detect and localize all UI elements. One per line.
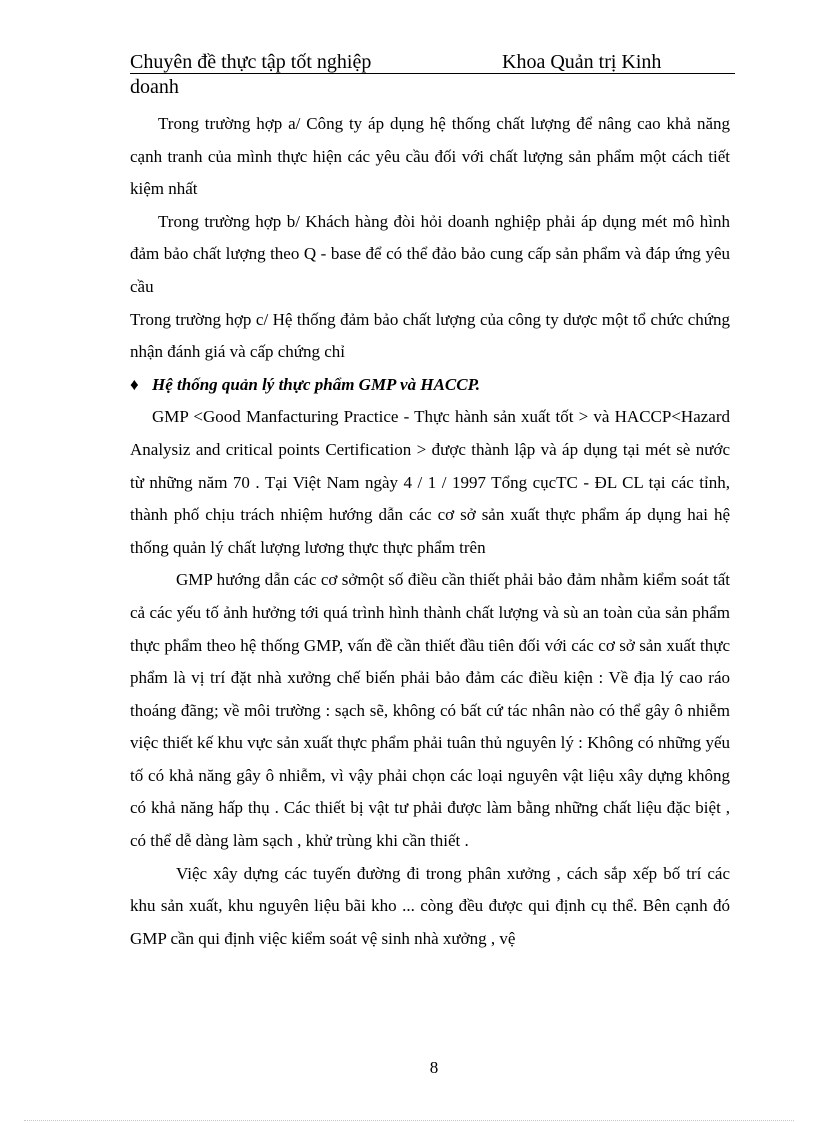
header-underline [130, 73, 735, 74]
paragraph-case-a: Trong trường hợp a/ Công ty áp dụng hệ thống chất lượng để nâng cao khả năng cạnh tranh của mình thực hiện các yêu cầu đối với chất lượng sản phẩm một cách tiết kiệm nhất [130, 114, 730, 199]
paragraph-case-c: Trong trường hợp c/ Hệ thống đảm bảo chất lượng của công ty dược một tổ chức chứng nhận đánh giá và cấp chứng chỉ [130, 309, 730, 362]
page-number: 8 [429, 1058, 439, 1077]
header-title-continuation: doanh [130, 76, 179, 98]
paragraph-gmp-haccp-intro: GMP <Good Manfacturing Practice - Thực hành sản xuất tốt > và HACCP<Hazard Analysiz and critical points Certification > được thành lập và áp dụng tại mét sè nước từ những năm 70 . Tại Việt Nam ngày 4 / 1 / 1997 Tổng cụcTC - ĐL CL tại các tỉnh, thành phố chịu trách nhiệm hướng dẫn các cơ sở sản xuất thực phẩm áp dụng hai hệ thống quản lý chất lượng lương thực thực phẩm trên [130, 407, 730, 557]
section-heading-text: Hệ thống quản lý thực phẩm GMP và HACCP. [152, 374, 481, 394]
page-bottom-divider [24, 1120, 794, 1121]
page-header [130, 50, 735, 74]
body-text [130, 108, 730, 955]
paragraph-construction: Việc xây dựng các tuyến đường đi trong phân xưởng , cách sắp xếp bố trí các khu sản xuất, khu nguyên liệu bãi kho ... còng đều được qui định cụ thể. Bên cạnh đó GMP cần qui định việc kiểm soát vệ sinh nhà xưởng , vệ [130, 863, 730, 948]
header-title-left: Chuyên đề thực tập tốt nghiệp [130, 51, 372, 73]
section-heading [130, 369, 730, 402]
paragraph-gmp-guidance: GMP hướng dẫn các cơ sởmột số điều cần thiết phải bảo đảm nhằm kiểm soát tất cả các yếu tố ảnh hưởng tới quá trình hình thành chất lượng và sù an toàn của sản phẩm thực phẩm theo hệ thống GMP, vấn đề cần thiết đầu tiên đối với các cơ sở sản xuất thực phẩm là vị trí đặt nhà xưởng chế biến phải bảo đảm các điều kiện : Về địa lý cao ráo thoáng đãng; về môi trường : sạch sẽ, không có bất cứ tác nhân nào có thể gây ô nhiễm việc thiết kế khu vực sản xuất thực phẩm phải tuân thủ nguyên lý : Không có những yếu tố có khả năng gây ô nhiễm, vì vậy phải chọn các loại nguyên vật liệu xây dựng không có khả năng hấp thụ . Các thiết bị vật tư phải được làm bằng những chất liệu đặc biệt , có thể dễ dàng làm sạch , khử trùng khi cần thiết . [130, 570, 730, 851]
diamond-bullet-icon: ♦ [130, 374, 139, 394]
header-title-right: Khoa Quản trị Kinh [502, 51, 662, 73]
paragraph-case-b: Trong trường hợp b/ Khách hàng đòi hỏi doanh nghiệp phải áp dụng mét mô hình đảm bảo chất lượng theo Q - base để có thể đảo bảo cung cấp sản phẩm và đáp ứng yêu cầu [130, 211, 730, 296]
